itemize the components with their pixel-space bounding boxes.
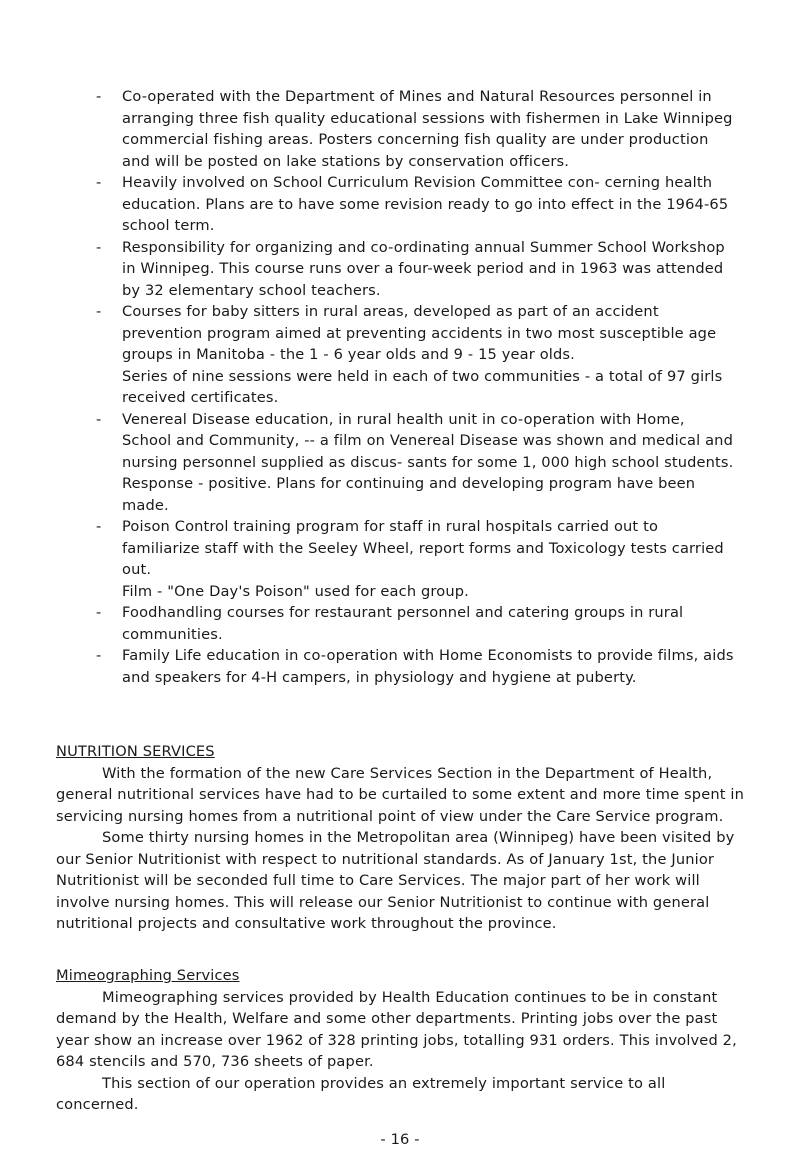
list-item — [96, 86, 736, 172]
list-item — [96, 516, 736, 602]
list-item-text: Foodhandling courses for restaurant personnel and catering groups in rural communities. — [122, 604, 684, 643]
bullet-dash: - — [96, 410, 102, 428]
list-item — [96, 172, 736, 237]
section-paragraph: Mimeographing services provided by Health Education continues to be in constant demand by the Health, Welfare and some other departments. Printing jobs over the past year show an increase over 1962 of 328 printing jobs, totalling 931 orders. This involved 2, 684 stencils and 570, 736 sheets of paper. — [56, 988, 737, 1070]
mimeographing-services-section — [56, 965, 746, 1116]
list-item-text: Courses for baby sitters in rural areas, developed as part of an accident prevention program aimed at preventing accidents in two most susceptible age groups in Manitoba - the 1 - 6 year olds and 9 - 15 year olds. — [122, 303, 717, 363]
page-number: - 16 - — [380, 1131, 420, 1148]
list-item — [96, 409, 736, 517]
list-item-text: Venereal Disease education, in rural health unit in co-operation with Home, School and Community, -- a film on Venereal Disease was shown and medical and nursing personnel supplied as discus- sants for some 1, 000 high school students. — [122, 410, 734, 471]
section-paragraph: With the formation of the new Care Services Section in the Department of Health, general nutritional services have had to be curtailed to some extent and more time spent in servicing nursing homes from a nutritional point of view under the Care Service program. — [56, 764, 745, 825]
list-item — [96, 602, 736, 645]
section-heading: NUTRITION SERVICES — [56, 743, 215, 760]
bullet-dash: - — [96, 647, 102, 664]
section-paragraph: Some thirty nursing homes in the Metropolitan area (Winnipeg) have been visited by our Senior Nutritionist with respect to nutritional standards. As of January 1st, the Junior Nutritionist will be seconded full time to Care Services. The major part of her work will involve nursing homes. This will release our Senior Nutritionist to continue with general nutritional projects and consultative work throughout the province. — [56, 829, 735, 932]
list-item-subtext: Film - "One Day's Poison" used for each group. — [122, 582, 469, 600]
list-item — [96, 301, 736, 409]
list-item-text: Co-operated with the Department of Mines and Natural Resources personnel in arranging three fish quality educational sessions with fishermen in Lake Winnipeg commercial fishing areas. Posters concerning fish quality are under production and will be posted on lake stations by conservation officers. — [122, 88, 733, 170]
list-item-text: Family Life education in co-operation with Home Economists to provide films, aids and speakers for 4-H campers, in physiology and hygiene at puberty. — [122, 647, 734, 686]
section-heading: Mimeographing Services — [56, 967, 240, 984]
bullet-dash: - — [96, 174, 102, 191]
list-item-text: Responsibility for organizing and co-ordinating annual Summer School Workshop in Winnipeg. This course runs over a four-week period and in 1963 was attended by 32 elementary school teachers. — [122, 238, 725, 299]
bullet-dash: - — [96, 604, 102, 621]
nutrition-services-section — [56, 741, 746, 935]
bullet-dash: - — [96, 518, 102, 535]
bullet-dash: - — [96, 88, 102, 105]
bullet-dash: - — [96, 238, 102, 256]
section-paragraph: This section of our operation provides an extremely important service to all concerned. — [56, 1074, 666, 1113]
activity-list — [96, 86, 736, 688]
list-item-subtext: Response - positive. Plans for continuing and developing program have been made. — [122, 475, 696, 514]
list-item-text: Poison Control training program for staff in rural hospitals carried out to familiarize staff with the Seeley Wheel, report forms and Toxicology tests carried out. — [122, 518, 724, 578]
bullet-dash: - — [96, 303, 102, 320]
list-item — [96, 237, 736, 302]
list-item — [96, 645, 736, 688]
list-item-text: Heavily involved on School Curriculum Revision Committee con- cerning health education. Plans are to have some revision ready to go into effect in the 1964-65 school term. — [122, 174, 729, 234]
list-item-subtext: Series of nine sessions were held in each of two communities - a total of 97 girls received certificates. — [122, 367, 723, 406]
